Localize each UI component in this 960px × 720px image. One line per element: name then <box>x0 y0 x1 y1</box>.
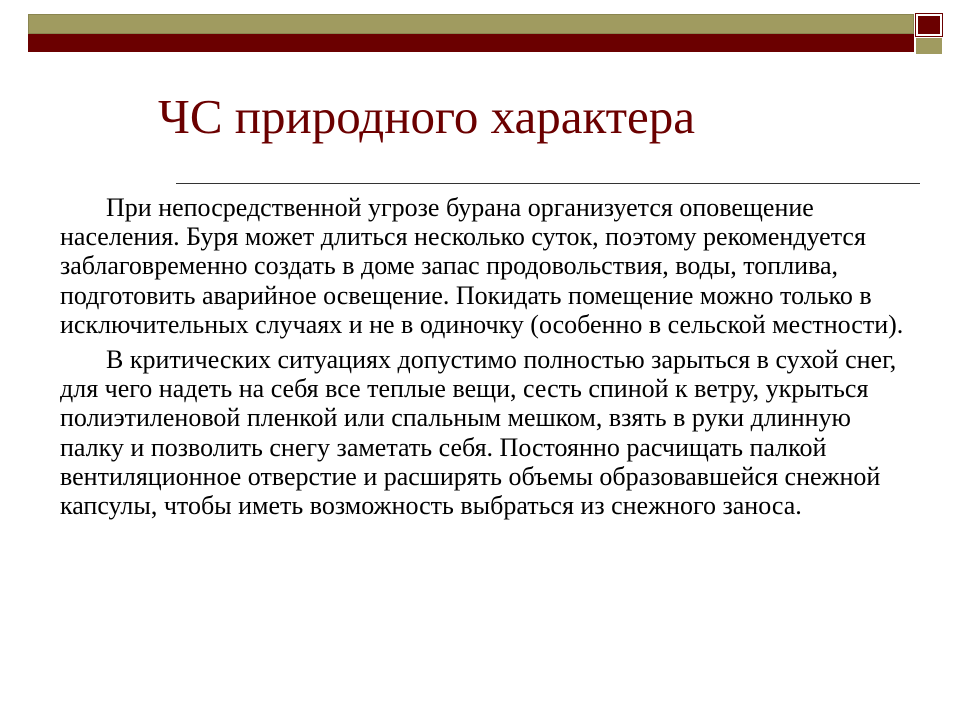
top-decorative-bar <box>28 14 914 52</box>
slide-body <box>60 193 910 526</box>
slide-title: ЧС природного характера <box>158 89 696 144</box>
body-paragraph-2: В критических ситуациях допустимо полностью зарыться в сухой снег, для чего надеть на себя все теплые вещи, сесть спиной к ветру, укрыться полиэтиленовой пленкой или спальным мешком, взять в руки длинную палку и позволить снегу заметать себя. Постоянно расчищать палкой вентиляционное отверстие и расширять объемы образовавшейся снежной капсулы, чтобы иметь возможность выбраться из снежного заноса. <box>60 345 897 521</box>
body-paragraph-1: При непосредственной угрозе бурана организуется оповещение населения. Буря может длиться несколько суток, поэтому рекомендуется заблаговременно создать в доме запас продовольствия, воды, топлива, подготовить аварийное освещение. Покидать помещение можно только в исключительных случаях и не в одиночку (особенно в сельской местности). <box>60 193 904 339</box>
title-divider <box>176 183 920 184</box>
corner-square-maroon <box>916 14 942 36</box>
top-corner-squares <box>916 14 942 54</box>
top-bar-maroon-stripe <box>28 34 914 52</box>
top-bar-olive-stripe <box>28 14 914 34</box>
corner-square-olive <box>916 38 942 54</box>
